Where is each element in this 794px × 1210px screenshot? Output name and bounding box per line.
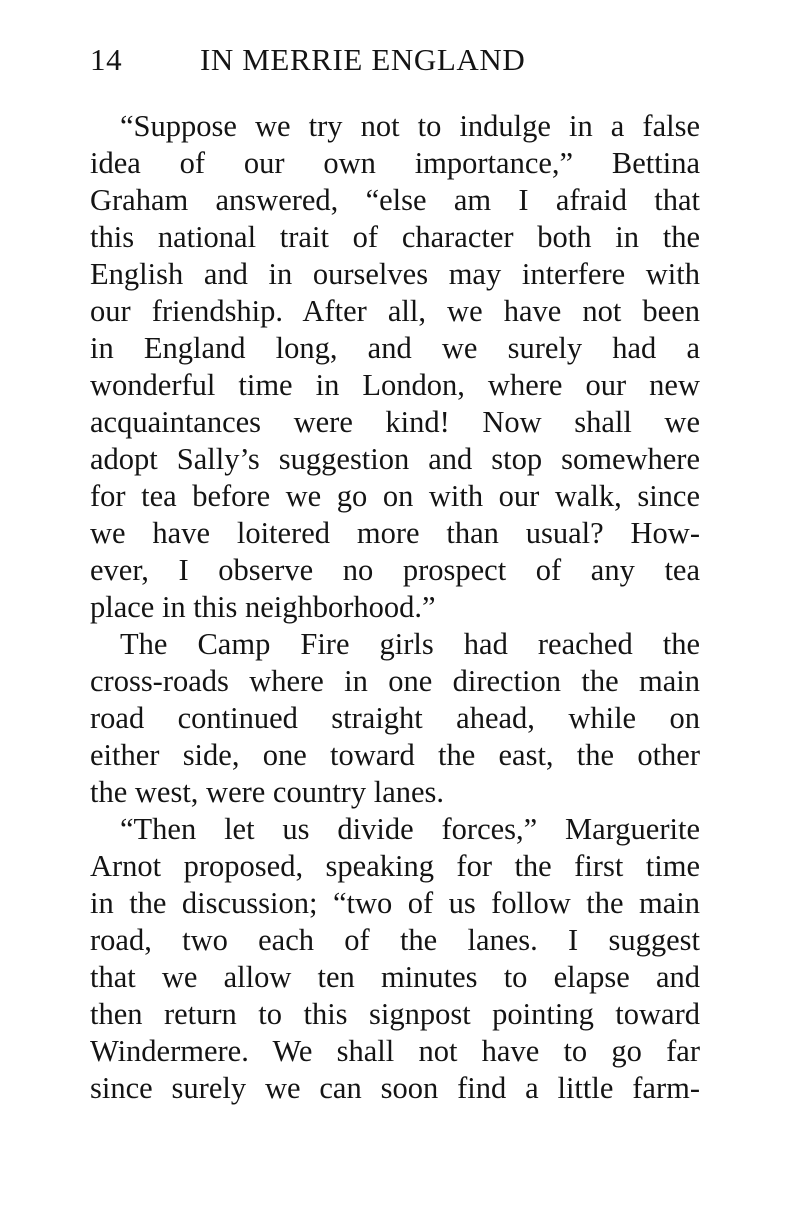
text-line: place in this neighborhood.” bbox=[90, 590, 436, 624]
text-line: Graham answered, “else am I afraid that bbox=[90, 183, 700, 217]
text-line: Arnot proposed, speaking for the first time bbox=[90, 849, 700, 883]
text-line: road continued straight ahead, while on bbox=[90, 701, 700, 735]
text-line: in England long, and we surely had a bbox=[90, 331, 700, 365]
text-line: cross-roads where in one direction the main bbox=[90, 664, 700, 698]
text-line: since surely we can soon find a little farm- bbox=[90, 1071, 700, 1105]
text-line: the west, were country lanes. bbox=[90, 775, 445, 809]
text-line: this national trait of character both in the bbox=[90, 220, 700, 254]
text-line: idea of our own importance,” Bettina bbox=[90, 146, 700, 180]
text-line: adopt Sally’s suggestion and stop somewhere bbox=[90, 442, 700, 476]
running-title: IN MERRIE ENGLAND bbox=[200, 42, 526, 77]
text-line: in the discussion; “two of us follow the main bbox=[90, 886, 700, 920]
text-line: then return to this signpost pointing toward bbox=[90, 997, 700, 1031]
text-line: The Camp Fire girls had reached the bbox=[120, 627, 700, 661]
text-line: ever, I observe no prospect of any tea bbox=[90, 553, 700, 587]
text-line: “Then let us divide forces,” Marguerite bbox=[120, 812, 700, 846]
body-text bbox=[90, 108, 700, 1107]
text-line: that we allow ten minutes to elapse and bbox=[90, 960, 700, 994]
text-line: road, two each of the lanes. I suggest bbox=[90, 923, 700, 957]
text-line: “Suppose we try not to indulge in a false bbox=[120, 109, 700, 143]
text-line: Windermere. We shall not have to go far bbox=[90, 1034, 700, 1068]
page-number: 14 bbox=[90, 42, 123, 77]
text-line: either side, one toward the east, the other bbox=[90, 738, 700, 772]
text-line: for tea before we go on with our walk, since bbox=[90, 479, 700, 513]
text-line: we have loitered more than usual? How- bbox=[90, 516, 700, 550]
text-line: our friendship. After all, we have not been bbox=[90, 294, 700, 328]
text-line: wonderful time in London, where our new bbox=[90, 368, 700, 402]
text-line: acquaintances were kind! Now shall we bbox=[90, 405, 700, 439]
running-head bbox=[90, 38, 700, 82]
text-line: English and in ourselves may interfere with bbox=[90, 257, 700, 291]
